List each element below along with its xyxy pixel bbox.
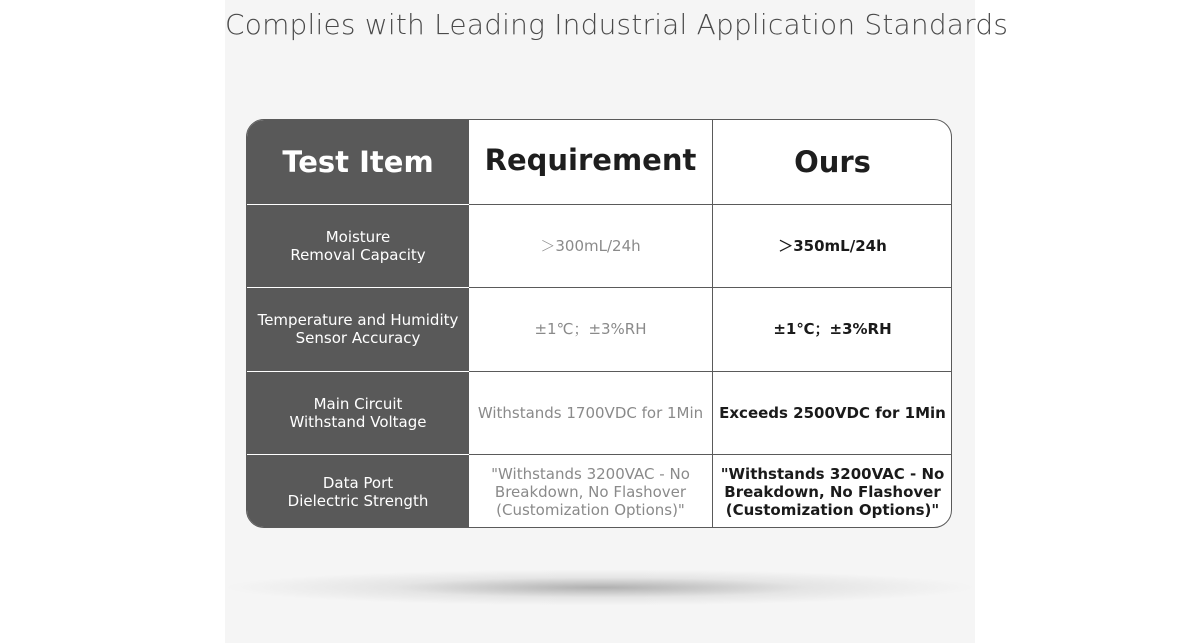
header-requirement: Requirement (484, 143, 697, 177)
row-divider (247, 204, 469, 205)
row-divider (469, 454, 952, 455)
content-panel (225, 0, 1009, 643)
row-4-test-item: Data Port Dielectric Strength (287, 473, 429, 510)
row-2-ours: ±1℃；±3%RH (773, 320, 892, 338)
row-4-requirement: "Withstands 3200VAC - No Breakdown, No Flashover (Customization Options)" (491, 464, 690, 519)
row-1-ours: ＞350mL/24h (778, 236, 887, 255)
row-divider (469, 204, 952, 205)
page-title: Complies with Leading Industrial Application Standards (225, 8, 1009, 41)
header-ours: Ours (794, 145, 871, 179)
row-3-test-item: Main Circuit Withstand Voltage (289, 394, 427, 431)
floor-shadow (225, 565, 975, 610)
column-divider (712, 120, 713, 527)
row-4-ours: "Withstands 3200VAC - No Breakdown, No Flashover (Customization Options)" (720, 464, 945, 519)
row-2-test-item: Temperature and Humidity Sensor Accuracy (257, 311, 459, 347)
row-3-ours: Exceeds 2500VDC for 1Min (719, 403, 946, 422)
row-divider (469, 371, 952, 372)
row-3-requirement: Withstands 1700VDC for 1Min (477, 403, 704, 422)
row-divider (247, 287, 469, 288)
row-divider (469, 287, 952, 288)
comparison-table (246, 119, 952, 528)
row-1-requirement: ＞300mL/24h (540, 236, 641, 255)
row-2-requirement: ±1℃；±3%RH (534, 320, 647, 338)
row-divider (247, 454, 469, 455)
header-test-item: Test Item (282, 145, 434, 179)
row-1-test-item: Moisture Removal Capacity (290, 227, 426, 264)
row-divider (247, 371, 469, 372)
